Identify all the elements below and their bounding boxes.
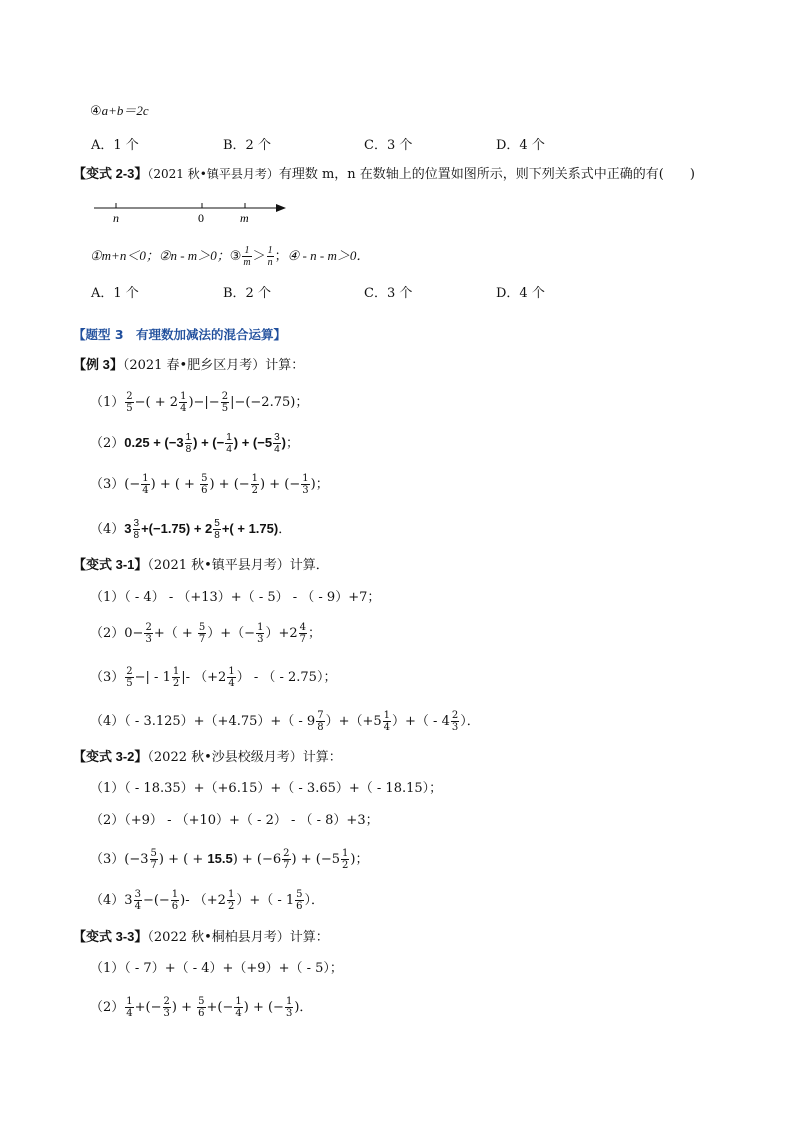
item-number: （3） — [90, 670, 125, 685]
variant-3-1-source: （2021 秋•镇平县月考）计算． — [147, 558, 329, 573]
statement-4 — [90, 101, 149, 122]
option-c-1: C．3 个 — [364, 138, 413, 153]
variant-3-1-item-4: （4）（ - 3.125）+（+4.75）+（ - 9 $\frac{7}{8}$ ）+（+5 $\frac{1}{4}$ ）+（ - 4 $\frac{2}{3}$ ）． — [90, 710, 480, 733]
option-d-2: D．4 个 — [496, 286, 545, 301]
variant-2-3-label: 【变式 2-3】 — [73, 166, 148, 181]
item-number: （4） — [90, 893, 125, 908]
variant-3-3-header — [73, 927, 329, 948]
example-3-item-2: （2）0.25 + (−3 $\frac{1}{8}$ ) + (− $\frac{1}{4}$ ) + (−5 $\frac{3}{4}$ )； — [90, 432, 299, 456]
item-number: （2） — [90, 626, 125, 641]
circled-4: ④ — [90, 104, 102, 119]
option-b-1: B．2 个 — [223, 138, 271, 153]
example-3-source: （2021 春•肥乡区月考）计算： — [122, 358, 305, 373]
statement-4-expr: a+b＝2c — [101, 103, 149, 118]
topic-3-heading: 【题型 3 有理数加减法的混合运算】 — [73, 327, 287, 342]
example-3-item-1: （1） $\frac{2}{5}$ −( + 2 $\frac{1}{4}$ )−|− $\frac{2}{5}$ |−(−2.75)； — [90, 391, 309, 414]
variant-3-3-source: （2022 秋•桐柏县月考）计算： — [147, 930, 329, 945]
relation-3-frac-1: $\frac{1}{m}$ — [243, 245, 251, 268]
option-a-2: A．1 个 — [91, 286, 139, 301]
variant-3-3-label: 【变式 3-3】 — [73, 929, 148, 944]
relation-3-frac-2: $\frac{1}{n}$ — [267, 245, 273, 268]
relation-3-marker: ③ — [229, 249, 242, 264]
relation-2: ②n - m＞0； — [158, 248, 230, 263]
variant-3-2-item-2: （2）（+9） - （+10）+（ - 2） - （ - 8）+3； — [90, 813, 379, 828]
variant-3-1-item-1: （1）（ - 4） - （+13）+（ - 5） - （ - 9）+7； — [90, 590, 381, 605]
variant-3-1-label: 【变式 3-1】 — [73, 557, 148, 572]
example-3-header — [73, 355, 304, 376]
item-number: （1） — [90, 395, 125, 410]
variant-3-1-header — [73, 555, 329, 576]
example-3-item-3: （3）(− $\frac{1}{4}$ ) + ( + $\frac{5}{6}$ ) + (− $\frac{1}{2}$ ) + (− $\frac{1}{3}$ )； — [90, 473, 329, 496]
item-number: （3） — [90, 477, 125, 492]
variant-2-3-header — [73, 164, 695, 185]
variant-3-3-item-1: （1）（ - 7）+（ - 4）+（+9）+（ - 5）； — [90, 961, 343, 976]
option-c-2: C．3 个 — [364, 286, 413, 301]
variant-3-3-item-2: （2） $\frac{1}{4}$ +(− $\frac{2}{3}$ ) + $\frac{5}{6}$ +(− $\frac{1}{4}$ ) + (− $\frac{1}{3}$ )． — [90, 996, 313, 1019]
nl-label-zero: 0 — [198, 211, 204, 225]
variant-3-1-item-3: （3） $\frac{2}{5}$ −| - 1 $\frac{1}{2}$ |- （+2 $\frac{1}{4}$ ） - （ - 2.75）； — [90, 666, 337, 689]
relation-3-gt: ＞ — [252, 249, 266, 264]
example-3-item-4: （4）3 $\frac{3}{8}$ +(−1.75) + 2 $\frac{5}{8}$ +( + 1.75)． — [90, 518, 292, 542]
variant-3-2-label: 【变式 3-2】 — [73, 749, 148, 764]
variant-3-2-item-4: （4）3 $\frac{3}{4}$ −(− $\frac{1}{6}$ )- （+2 $\frac{1}{2}$ ）+（ - 1 $\frac{5}{6}$ ）． — [90, 889, 325, 912]
number-line — [90, 198, 300, 232]
variant-2-3-text: 有理数 m，n 在数轴上的位置如图所示，则下列关系式中正确的有( ) — [278, 167, 695, 182]
relation-4: ④ - n - m＞0． — [287, 248, 370, 263]
relation-1: ①m+n＜0； — [90, 248, 159, 263]
option-d-1: D．4 个 — [496, 138, 545, 153]
option-b-2: B．2 个 — [223, 286, 271, 301]
variant-3-2-source: （2022 秋•沙县校级月考）计算： — [147, 750, 342, 765]
item-number: （4） — [90, 714, 125, 729]
relations-line — [90, 243, 369, 270]
item-number: （2） — [90, 1000, 125, 1015]
variant-3-2-header — [73, 747, 342, 768]
option-a-1: A．1 个 — [91, 138, 139, 153]
variant-3-2-item-1: （1）（ - 18.35）+（+6.15）+（ - 3.65）+（ - 18.15）； — [90, 781, 443, 796]
variant-3-1-item-2: （2）0− $\frac{2}{3}$ +（ + $\frac{5}{7}$ ）+（− $\frac{1}{3}$ ）+2 $\frac{4}{7}$ ； — [90, 622, 321, 645]
item-number: （2） — [90, 436, 125, 451]
nl-label-m: m — [240, 211, 249, 225]
nl-label-n: n — [113, 211, 119, 225]
item-number: （4） — [90, 522, 125, 537]
variant-2-3-source: （2021 秋•镇平县月考） — [147, 167, 279, 181]
item-number: （3） — [90, 852, 125, 867]
variant-3-2-item-3: （3）(−3 $\frac{5}{7}$ ) + ( + 15.5) + (−6 $\frac{2}{7}$ ) + (−5 $\frac{1}{2}$ )； — [90, 848, 369, 871]
example-3-label: 【例 3】 — [73, 357, 123, 372]
relation-3-end: ； — [274, 249, 288, 264]
